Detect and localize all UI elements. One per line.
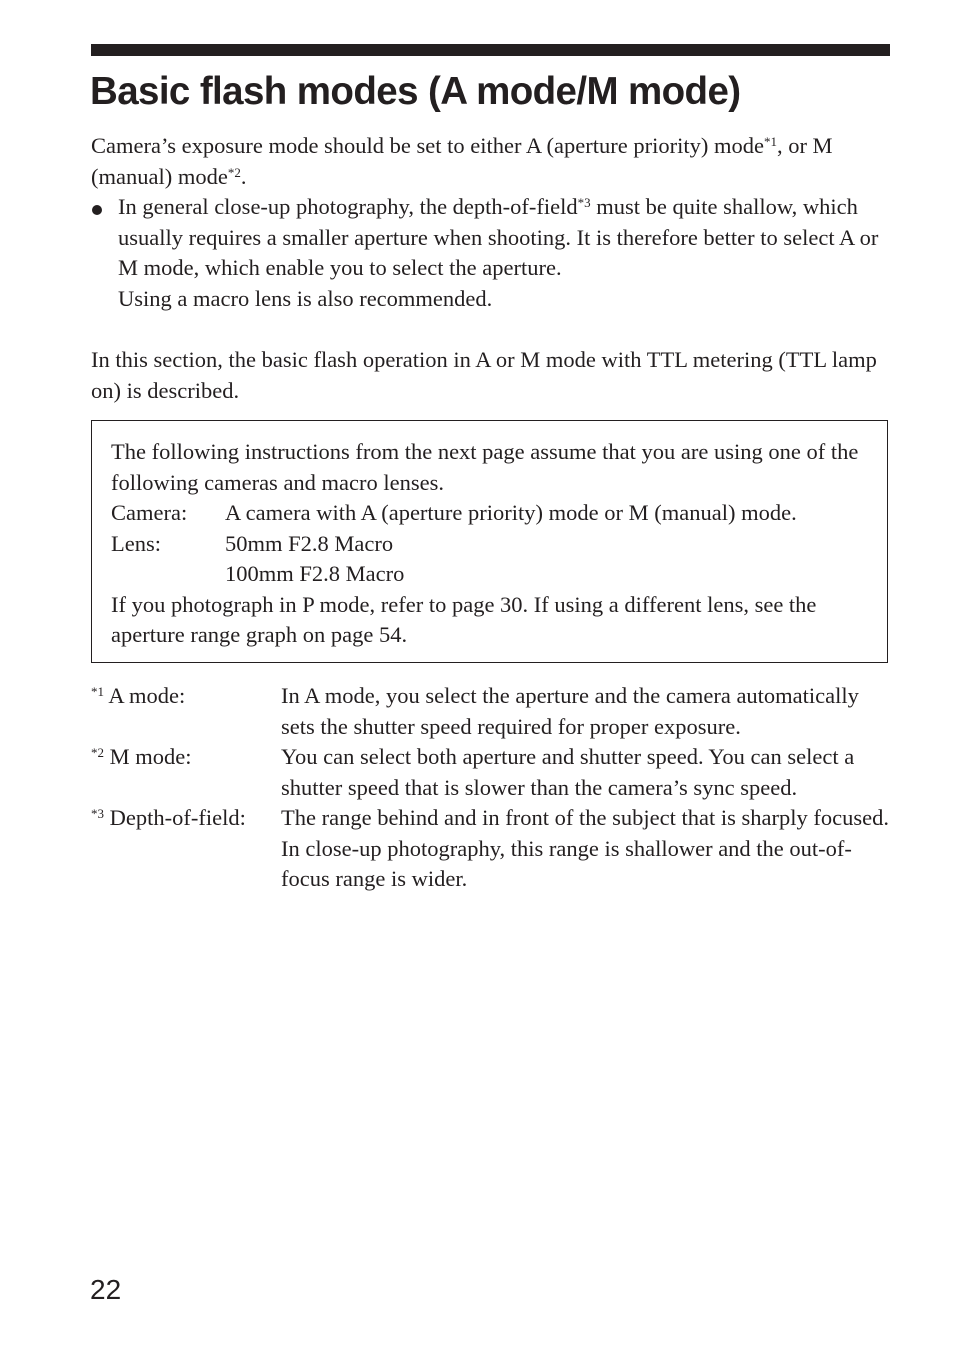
footnote-term-text: Depth-of-field: (104, 805, 246, 830)
footnote-term-text: A mode: (104, 683, 186, 708)
footnotes (91, 681, 891, 895)
note-intro: The following instructions from the next page assume that you are using one of the following cameras and macro lenses. (111, 439, 859, 495)
lens-row-2 (111, 559, 881, 590)
footnote-mark: *3 (91, 806, 104, 821)
footnote-term (91, 803, 281, 895)
intro-section (91, 131, 891, 314)
note-outro: If you photograph in P mode, refer to page 30. If using a different lens, see the aperture range graph on page 54. (111, 591, 817, 647)
lens-label-spacer (111, 559, 225, 590)
lens-row (111, 529, 881, 560)
page-number: 22 (90, 1274, 122, 1305)
camera-value: A camera with A (aperture priority) mode or M (manual) mode. (225, 500, 797, 525)
footnote-ref-3: *3 (577, 195, 591, 210)
footnote-mark: *2 (91, 745, 104, 760)
intro-paragraph (91, 131, 891, 192)
lens-value-2: 100mm F2.8 Macro (225, 561, 405, 586)
footnote-item (91, 742, 891, 803)
note-box (91, 420, 888, 663)
intro-text-3: . (240, 163, 247, 189)
bullet-text-1: In general close-up photography, the depth-of-field (118, 194, 578, 219)
heading-rule (91, 44, 890, 56)
bullet-paragraph (118, 192, 891, 284)
camera-row (111, 498, 881, 529)
footnote-definition: The range behind and in front of the subject that is sharply focused. In close-up photography, this range is shallower and the out-of-focus range is wider. (281, 805, 889, 891)
footnote-item (91, 803, 891, 895)
footnote-ref-2: *2 (227, 164, 241, 180)
intro-text-1: Camera’s exposure mode should be set to either A (aperture priority) mode (91, 133, 764, 158)
camera-label: Camera: (111, 500, 188, 525)
footnote-item (91, 681, 891, 742)
footnote-definition: In A mode, you select the aperture and the camera automatically sets the shutter speed required for proper exposure. (281, 683, 859, 739)
footnote-mark: *1 (91, 684, 104, 699)
bullet-text-2: must be quite shallow, which usually requires a smaller aperture when shooting. It is therefore better to select A or M mode, which enable you to select the aperture. (118, 194, 879, 280)
bullet-item (91, 192, 891, 314)
page-title: Basic flash modes (A mode/M mode) (90, 70, 741, 113)
lens-value-1: 50mm F2.8 Macro (225, 530, 394, 556)
footnote-term (91, 742, 281, 803)
footnote-definition: You can select both aperture and shutter speed. You can select a shutter speed that is slower than the camera’s sync speed. (281, 744, 855, 800)
footnote-term (91, 681, 281, 742)
footnote-ref-1: *1 (763, 134, 777, 149)
intro-text-2: , or M (manual) mode (91, 133, 833, 189)
section-description: In this section, the basic flash operation in A or M mode with TTL metering (TTL lamp on) is described. (91, 347, 877, 403)
bullet-line-2: Using a macro lens is also recommended. (118, 285, 493, 311)
note-box-content (111, 437, 881, 651)
bullet-icon (92, 205, 102, 215)
footnote-term-text: M mode: (104, 744, 192, 769)
lens-label: Lens: (111, 530, 161, 556)
